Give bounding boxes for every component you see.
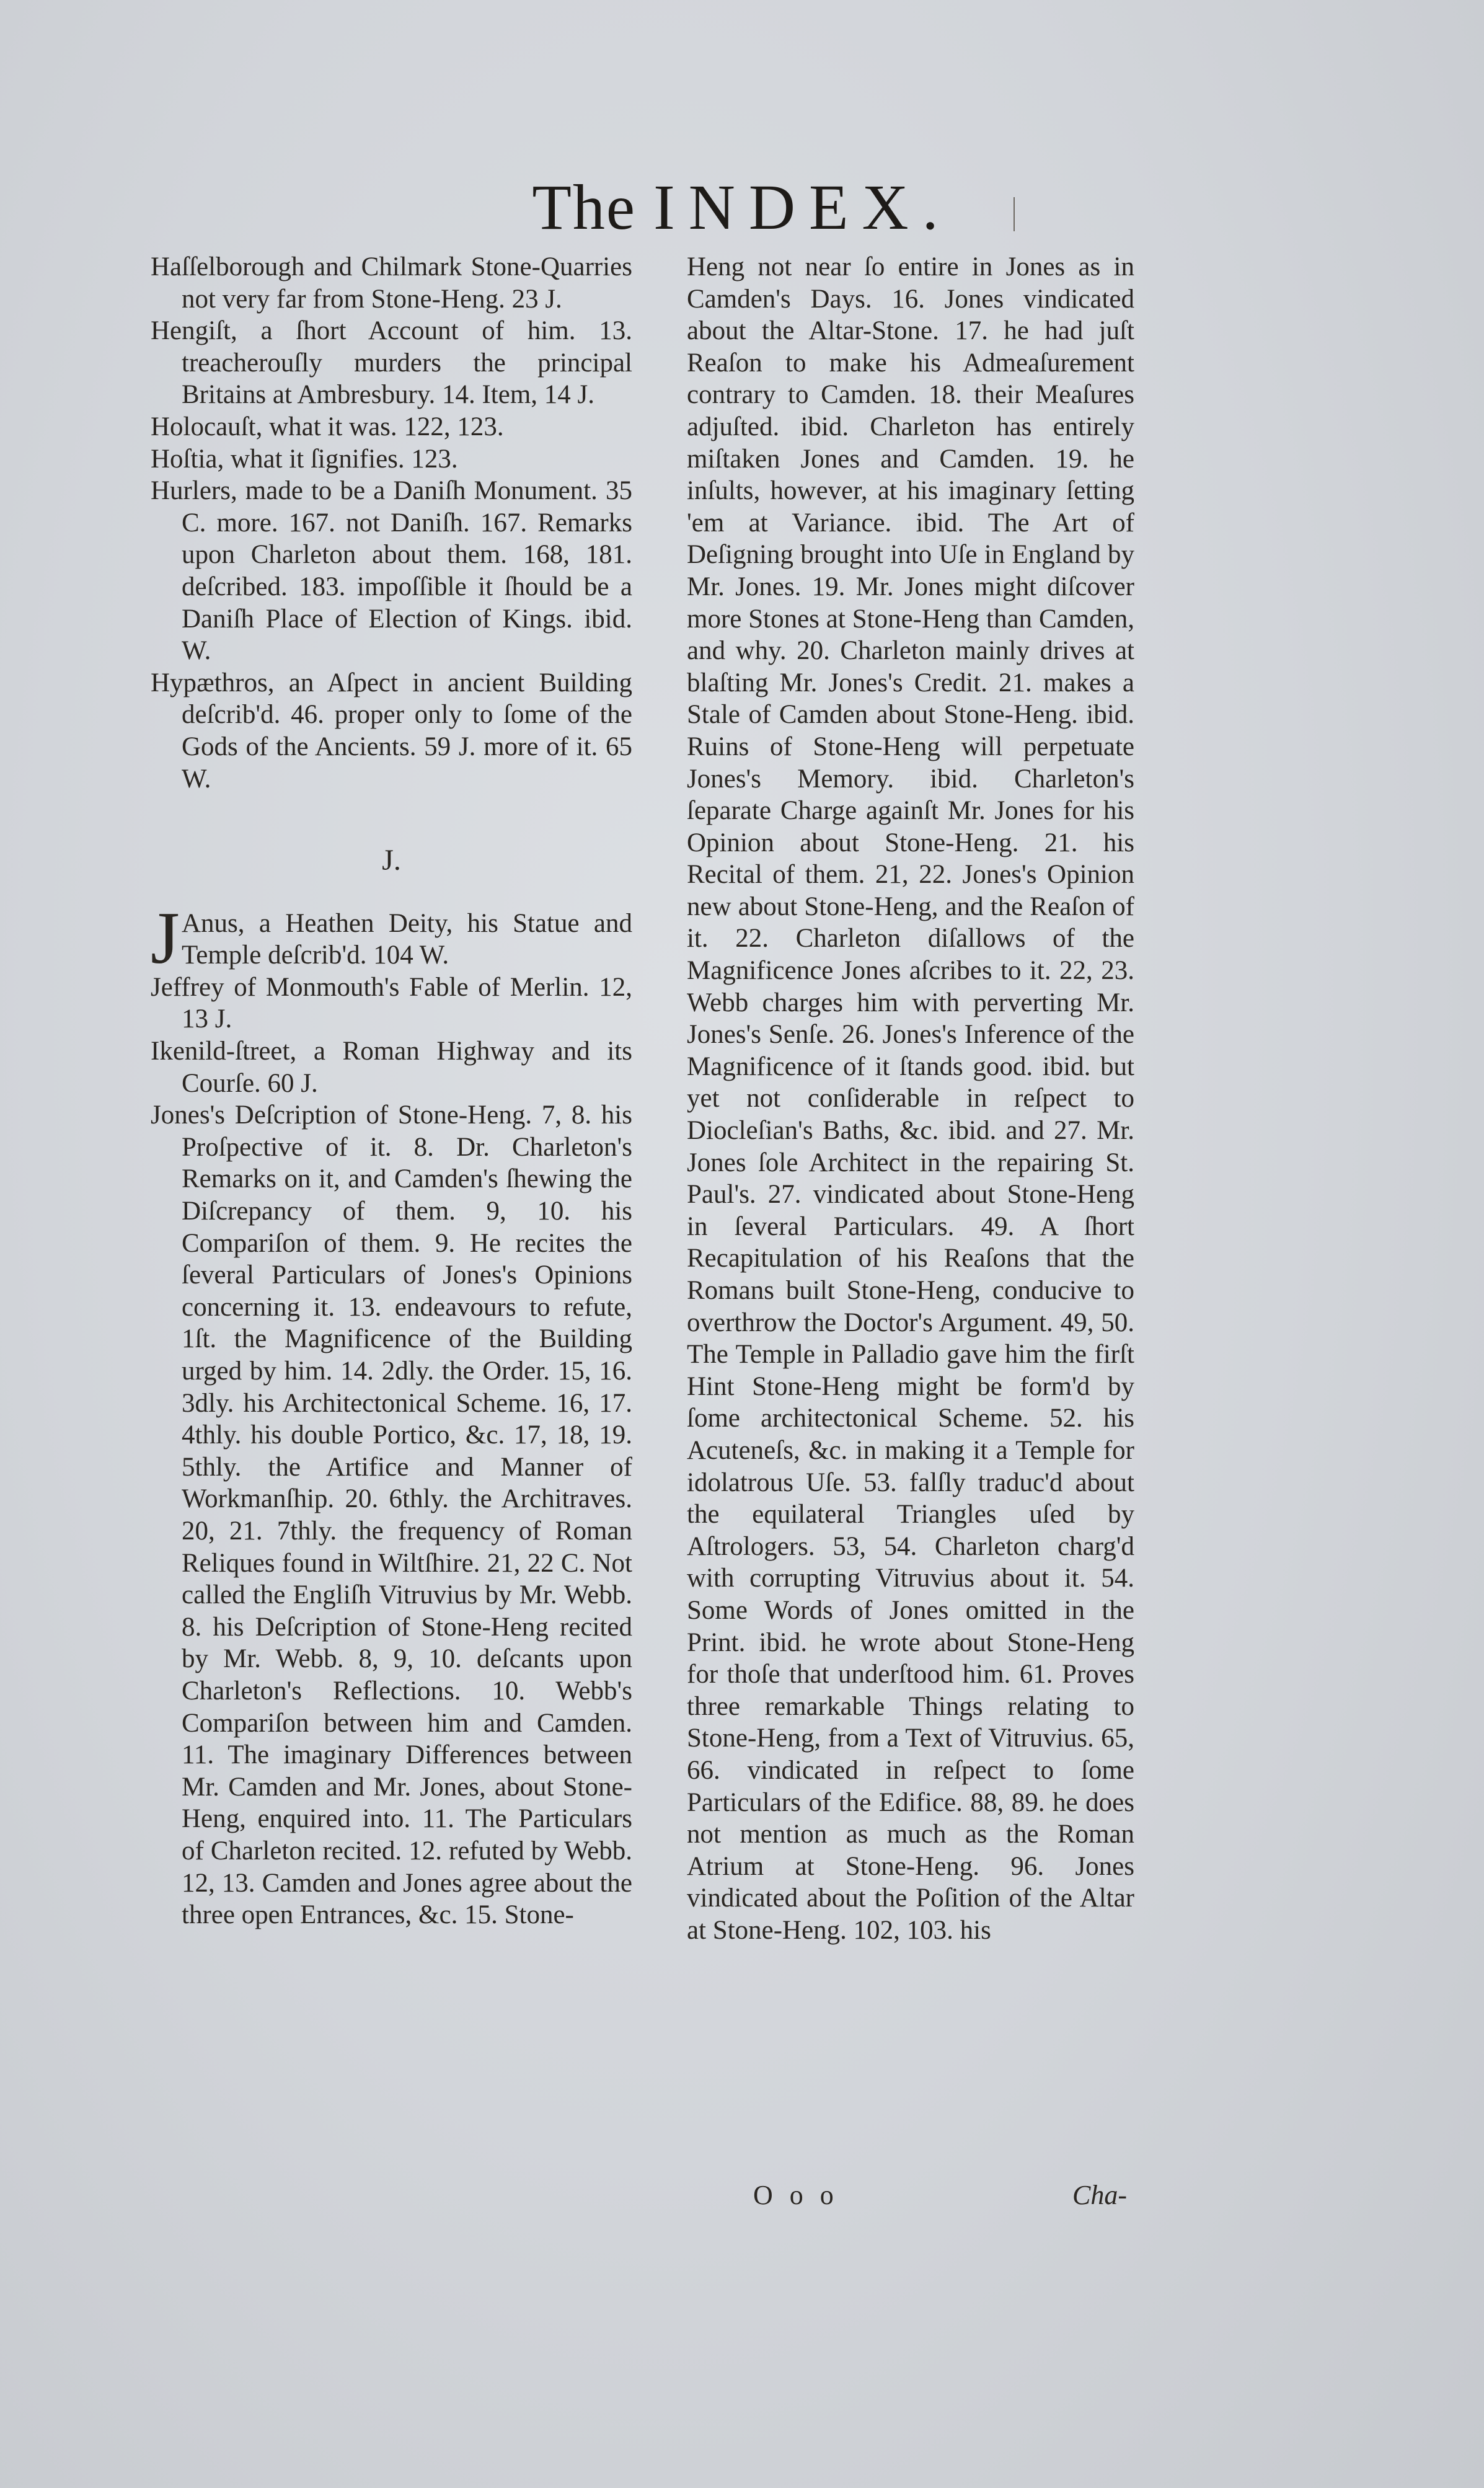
- index-entry: Haſſelborough and Chilmark Stone-Quarries not very far from Stone-Heng. 23 J.: [151, 252, 632, 314]
- index-entry: Hypæthros, an Aſpect in ancient Building deſcrib'd. 46. proper only to ſome of the Gods of the Ancients. 59 J. more of it. 65 W.: [151, 668, 632, 794]
- index-entry: Hurlers, made to be a Daniſh Monument. 35 C. more. 167. not Daniſh. 167. Remarks upon Charleton about them. 168, 181. deſcribed. 183. impoſſible it ſhould be a Daniſh Place of Election of Kings. ibid. W.: [151, 476, 632, 666]
- index-entry: Jeffrey of Monmouth's Fable of Merlin. 12, 13 J.: [151, 972, 632, 1034]
- index-entry-dropcap: [151, 896, 632, 979]
- section-heading: J.: [382, 844, 401, 877]
- left-column: [151, 251, 632, 1931]
- dropcap-entry-text: Anus, a Heathen Deity, his Statue and Temple deſcrib'd. 104 W.: [182, 908, 632, 970]
- index-entry: Hengiſt, a ſhort Account of him. 13. treacherouſly murders the principal Britains at Ambresbury. 14. Item, 14 J.: [151, 316, 632, 410]
- title-the: The: [532, 172, 637, 243]
- index-entry-continued: Heng not near ſo entire in Jones as in Camden's Days. 16. Jones vindicated about the Altar-Stone. 17. he had juſt Reaſon to make his Admeaſurement contrary to Camden. 18. their Meaſures adjuſted. ibid. Charleton has entirely miſtaken Jones and Camden. 19. he inſults, however, at his imaginary ſetting 'em at Variance. ibid. The Art of Deſigning brought into Uſe in England by Mr. Jones. 19. Mr. Jones might diſcover more Stones at Stone-Heng than Camden, and why. 20. Charleton mainly drives at blaſting Mr. Jones's Credit. 21. makes a Stale of Camden about Stone-Heng. ibid. Ruins of Stone-Heng will perpetuate Jones's Memory. ibid. Charleton's ſeparate Charge againſt Mr. Jones for his Opinion about Stone-Heng. 21. his Recital of them. 21, 22. Jones's Opinion new about Stone-Heng, and the Reaſon of it. 22. Charleton diſallows of the Magnificence Jones aſcribes to it. 22, 23. Webb charges him with perverting Mr. Jones's Senſe. 26. Jones's Inference of the Magnificence of it ſtands good. ibid. but yet not conſiderable in reſpect to Diocleſian's Baths, &c. ibid. and 27. Mr. Jones ſole Architect in the repairing St. Paul's. 27. vindicated about Stone-Heng in ſeveral Particulars. 49. A ſhort Recapitulation of his Reaſons that the Romans built Stone-Heng, conducive to overthrow the Doctor's Argument. 49, 50. The Temple in Palladio gave him the firſt Hint Stone-Heng might be form'd by ſome architectonical Scheme. 52. his Acuteneſs, &c. in making it a Temple for idolatrous Uſe. 53. falſly traduc'd about the equilateral Triangles uſed by Aſtrologers. 53, 54. Charleton charg'd with corrupting Vitruvius about it. 54. Some Words of Jones omitted in the Print. ibid. he wrote about Stone-Heng for thoſe that underſtood him. 61. Proves three remarkable Things relating to Stone-Heng, from a Text of Vitruvius. 65, 66. vindicated in reſpect to ſome Particulars of the Edifice. 88, 89. he does not mention as much as the Roman Atrium at Stone-Heng. 96. Jones vindicated about the Poſition of the Altar at Stone-Heng. 102, 103. his: [687, 252, 1134, 1945]
- title-index: INDEX.: [653, 172, 952, 243]
- index-entry: Ikenild-ſtreet, a Roman Highway and its Courſe. 60 J.: [151, 1037, 632, 1098]
- page-title: [0, 170, 1484, 244]
- right-column: [687, 251, 1134, 1946]
- index-entry: Jones's Deſcription of Stone-Heng. 7, 8. his Proſpective of it. 8. Dr. Charleton's Remarks on it, and Camden's ſhewing the Diſcrepancy of them. 9, 10. his Compariſon of them. 9. He recites the ſeveral Particulars of Jones's Opinions concerning it. 13. endeavours to refute, 1ſt. the Magnificence of the Building urged by him. 14. 2dly. the Order. 15, 16. 3dly. his Architectonical Scheme. 16, 17. 4thly. his double Portico, &c. 17, 18, 19. 5thly. the Artifice and Manner of Workmanſhip. 20. 6thly. the Architraves. 20, 21. 7thly. the frequency of Roman Reliques found in Wiltſhire. 21, 22 C. Not called the Engliſh Vitruvius by Mr. Webb. 8. his Deſcription of Stone-Heng recited by Mr. Webb. 8, 9, 10. deſcants upon Charleton's Reflections. 10. Webb's Compariſon between him and Camden. 11. The imaginary Differences between Mr. Camden and Mr. Jones, about Stone-Heng, enquired into. 11. The Particulars of Charleton recited. 12. refuted by Webb. 12, 13. Camden and Jones agree about the three open Entrances, &c. 15. Stone-: [151, 1100, 632, 1930]
- index-entry: Holocauſt, what it was. 122, 123.: [151, 412, 504, 441]
- drop-cap: J: [151, 896, 180, 979]
- signature-mark: O o o: [753, 2180, 839, 2210]
- catchword: Cha-: [1072, 2180, 1127, 2210]
- index-entry: Hoſtia, what it ſignifies. 123.: [151, 444, 458, 474]
